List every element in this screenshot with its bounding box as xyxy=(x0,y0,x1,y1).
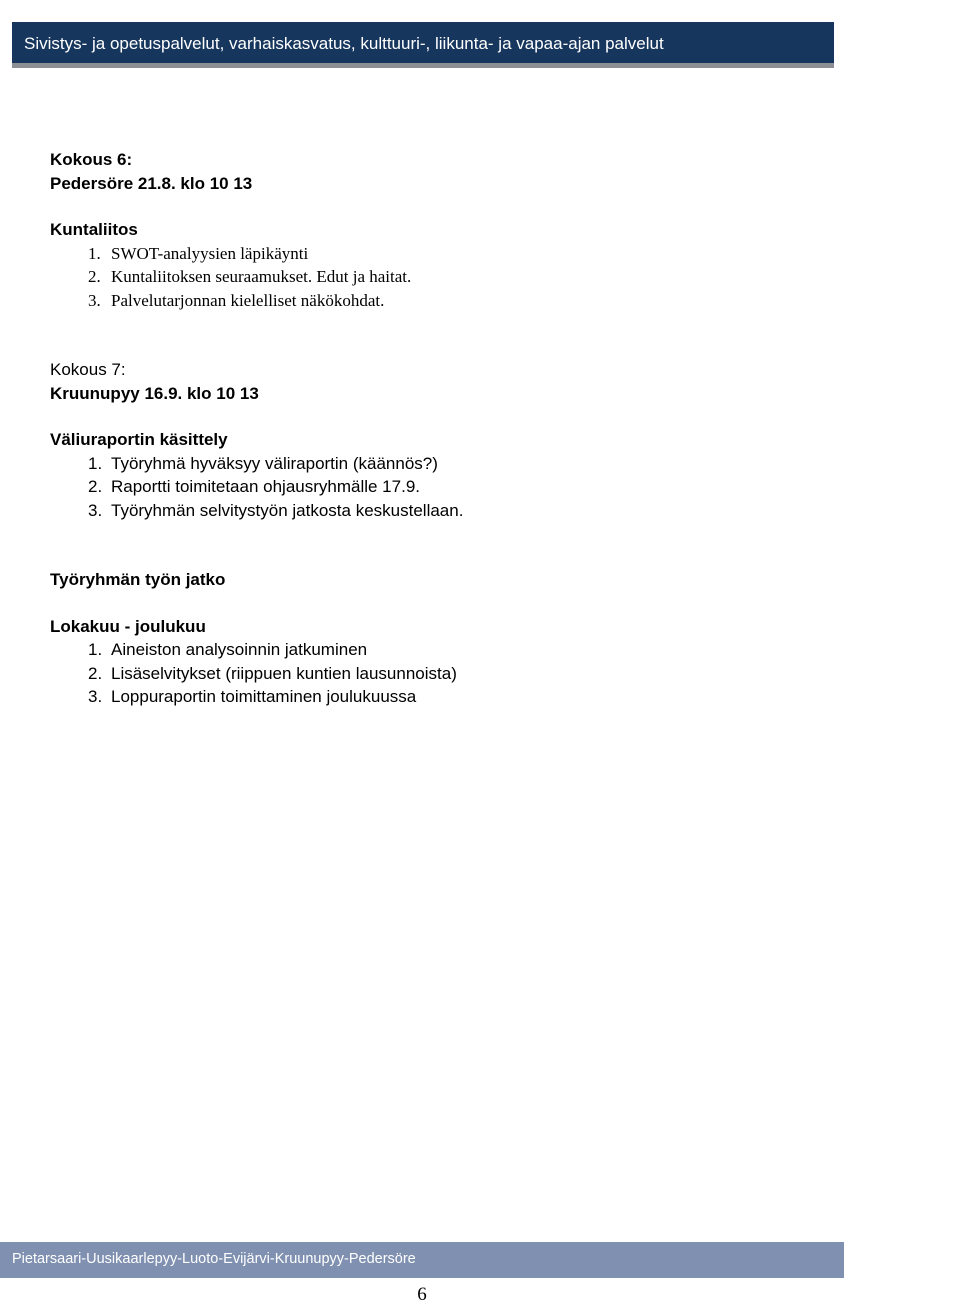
period-title: Lokakuu - joulukuu xyxy=(50,616,206,636)
list-item: 1. SWOT-analyysien läpikäynti xyxy=(88,243,309,263)
meeting-7-list xyxy=(50,452,910,523)
footer-municipalities: Pietarsaari-Uusikaarlepyy-Luoto-Evijärvi-Kruunupyy-Pedersöre xyxy=(12,1251,416,1267)
list-item: 1. Työryhmä hyväksyy väliraportin (käännös?) xyxy=(88,453,438,473)
page-number: 6 xyxy=(417,1284,427,1305)
meeting-6-title: Kokous 6: xyxy=(50,150,133,169)
list-item: 2. Lisäselvitykset (riippuen kuntien lausunnoista) xyxy=(88,663,457,683)
meeting-6-section-title: Kuntaliitos xyxy=(50,220,138,239)
list-item: 1. Aineiston analysoinnin jatkuminen xyxy=(88,640,368,659)
continuation-title: Työryhmän työn jatko xyxy=(50,570,226,589)
list-item: 2. Kuntaliitoksen seuraamukset. Edut ja haitat. xyxy=(88,267,412,286)
meeting-6-list xyxy=(50,242,910,313)
document-body xyxy=(50,148,910,709)
meeting-7-place-date: Kruunupyy 16.9. klo 10 13 xyxy=(50,383,259,403)
list-item: 2. Raportti toimitetaan ohjausryhmälle 17.9. xyxy=(88,477,420,496)
meeting-7-section-title: Väliuraportin käsittely xyxy=(50,430,228,449)
meeting-6-place-date: Pedersöre 21.8. klo 10 13 xyxy=(50,173,253,193)
list-item: 3. Palvelutarjonnan kielelliset näkökohdat. xyxy=(88,290,385,310)
continuation-list xyxy=(50,638,910,709)
list-item: 3. Työryhmän selvitystyön jatkosta keskustellaan. xyxy=(88,500,464,520)
meeting-7-title: Kokous 7: xyxy=(50,360,126,379)
list-item: 3. Loppuraportin toimittaminen joulukuussa xyxy=(88,687,417,706)
header-title: Sivistys- ja opetuspalvelut, varhaiskasvatus, kulttuuri-, liikunta- ja vapaa-ajan palvelut xyxy=(24,34,664,53)
header-band xyxy=(12,22,834,68)
footer-band xyxy=(0,1242,844,1278)
